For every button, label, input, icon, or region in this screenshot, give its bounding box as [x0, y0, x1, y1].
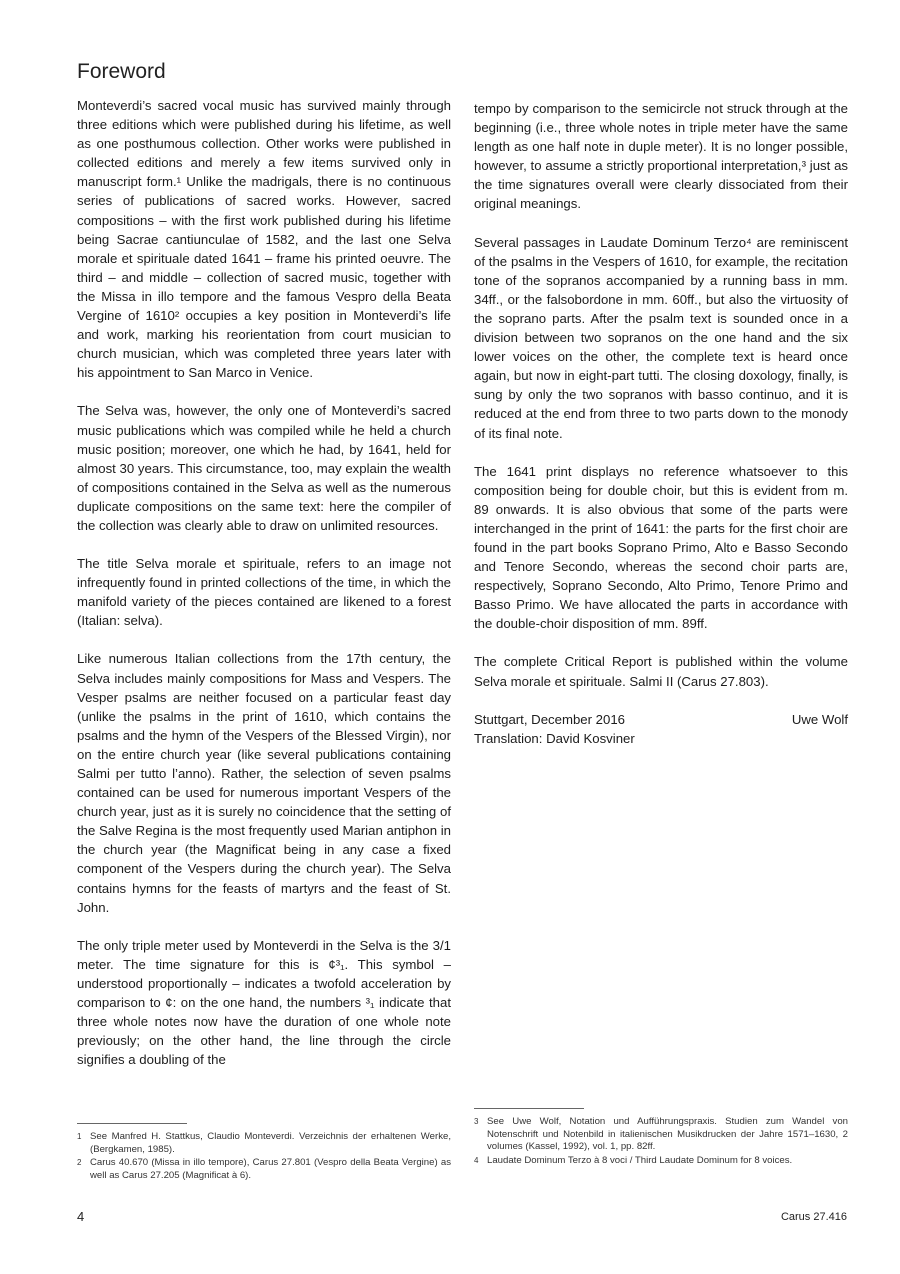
footnote-text: See Manfred H. Stattkus, Claudio Monteverdi. Verzeichnis der erhaltenen Werke, (Bergkamen, 1985).	[90, 1131, 451, 1155]
footnote	[474, 1155, 848, 1168]
page-number: 4	[77, 1209, 85, 1224]
paragraph: The 1641 print displays no reference whatsoever to this composition being for double choir, but this is evident from m. 89 onwards. It is also obvious that some of the parts were interchanged in the print of 1641: the parts for the first choir are found in the part books Soprano Primo, Alto e Basso Secondo and Tenore Secondo, whereas the second choir parts are, respectively, Soprano Secondo, Alto Primo, Tenore Primo and Basso Primo. We have allocated the parts in accordance with the double-choir disposition of mm. 89ff.	[474, 463, 848, 632]
translator-credit: Translation: David Kosviner	[474, 730, 635, 746]
paragraph: The title Selva morale et spirituale, refers to an image not infrequently found in printed collections of the time, in which the manifold variety of the pieces contained are likened to a forest (Italian: selva).	[77, 556, 451, 629]
left-column	[77, 96, 451, 1088]
footnote-text: Laudate Dominum Terzo à 8 voci / Third Laudate Dominum for 8 voices.	[487, 1154, 793, 1166]
paragraph: Several passages in Laudate Dominum Terzo⁴ are reminiscent of the psalms in the Vespers of 1610, for example, the recitation tone of the sopranos accompanied by a running bass in mm. 34ff., or the falsobordone in mm. 60ff., but also the virtuosity of the soprano parts. After the psalm text is sounded once in a division between two sopranos on the one hand and the six lower voices on the other, the complete text is heard once again, but now in eight-part tutti. The closing doxology, finally, is sung by only the two sopranos with basso continuo, and it is reduced at the end from three to two parts down to the monody of its final note.	[474, 234, 848, 441]
footnote-number: 3	[474, 1117, 479, 1126]
paragraph: The Selva was, however, the only one of Monteverdi’s sacred music publications which was compiled while he held a church music position; moreover, one which he had, by 1641, held for almost 30 years. This circumstance, too, may explain the wealth of compositions contained in the Selva as well as the numerous duplicate compositions on the same text: here the compiler of the collection was clearly able to draw on unlimited resources.	[77, 403, 451, 533]
paragraph: The only triple meter used by Monteverdi in the Selva is the 3/1 meter. The time signature for this is ¢³₁. This symbol – understood proportionally – indicates a twofold acceleration by comparison to ¢: on the one hand, the numbers ³₁ indicate that three whole notes now have the duration of one whole note previously; on the other hand, the line through the circle signifies a doubling of the	[77, 937, 451, 1068]
footnote-divider	[77, 1123, 187, 1124]
place-date: Stuttgart, December 2016	[474, 711, 626, 727]
footnote-text: Carus 40.670 (Missa in illo tempore), Carus 27.801 (Vespro della Beata Vergine) as well as Carus 27.205 (Magnificat à 6).	[90, 1157, 451, 1181]
paragraph: tempo by comparison to the semicircle not struck through at the beginning (i.e., three whole notes in triple meter have the same length as one half note in duple meter). It is no longer possible, however, to assume a strictly proportional interpretation,³ just as the time signatures overall were clearly dissociated from their original meanings.	[474, 101, 848, 212]
paragraph: Like numerous Italian collections from the 17th century, the Selva includes mainly compositions for Mass and Vespers. The Vesper psalms are neither focused on a particular feast day (unlike the psalms in the print of 1610, which contains the psalms and the hymn of the Vespers of the Blessed Virgin), nor on the entire church year (like several publications containing Salmi per tutto l’anno). Rather, the selection of seven psalms contained can be used for numerous important Vespers of the church year, just as it is surely no coincidence that the setting of the Salve Regina is the most frequently used Marian antiphon in the church year (the Magnificat being in any case a fixed component of the Vespers during the church year). The Selva contains hymns for the feasts of martyrs and the feast of St. John.	[77, 651, 451, 915]
footnote-number: 4	[474, 1155, 479, 1165]
author-name: Uwe Wolf	[791, 711, 848, 727]
page-title: Foreword	[77, 60, 166, 83]
footnotes-right	[474, 1116, 848, 1168]
right-column	[474, 99, 848, 748]
footnote-number: 2	[77, 1158, 82, 1168]
footnote-divider	[474, 1108, 584, 1109]
footnote-text: See Uwe Wolf, Notation und Aufführungspraxis. Studien zum Wandel von Notenschrift und Notenbild in italienischen Musikdrucken der Jahre 1571–1630, 2 volumes (Kassel, 1992), vol. 1, pp. 82ff.	[487, 1116, 848, 1153]
footnotes-left	[77, 1131, 451, 1183]
footnote	[77, 1131, 451, 1156]
footnote-number: 1	[77, 1132, 82, 1141]
footnote	[474, 1116, 848, 1154]
footnote	[77, 1157, 451, 1182]
catalog-number: Carus 27.416	[780, 1211, 847, 1223]
signature-line	[474, 710, 848, 729]
paragraph: The complete Critical Report is published within the volume Selva morale et spirituale. Salmi II (Carus 27.803).	[474, 654, 848, 689]
paragraph: Monteverdi’s sacred vocal music has survived mainly through three editions which were published during his lifetime, as well as one posthumous collection. Other works were published in collected editions and merely a few items survived only in manuscript form.¹ Unlike the madrigals, there is no continuous series of publications of sacred works. However, sacred compositions – with the first work published during his lifetime being Sacrae cantiunculae of 1582, and the last one Selva morale et spirituale dated 1641 – frame his printed oeuvre. The third – and middle – collection of sacred music, together with the Missa in illo tempore and the famous Vespro della Beata Vergine of 1610² occupies a key position in Monteverdi’s life and work, marking his reorientation from court musician to church musician, which was completed three years later with his appointment to San Marco in Venice.	[77, 98, 451, 381]
